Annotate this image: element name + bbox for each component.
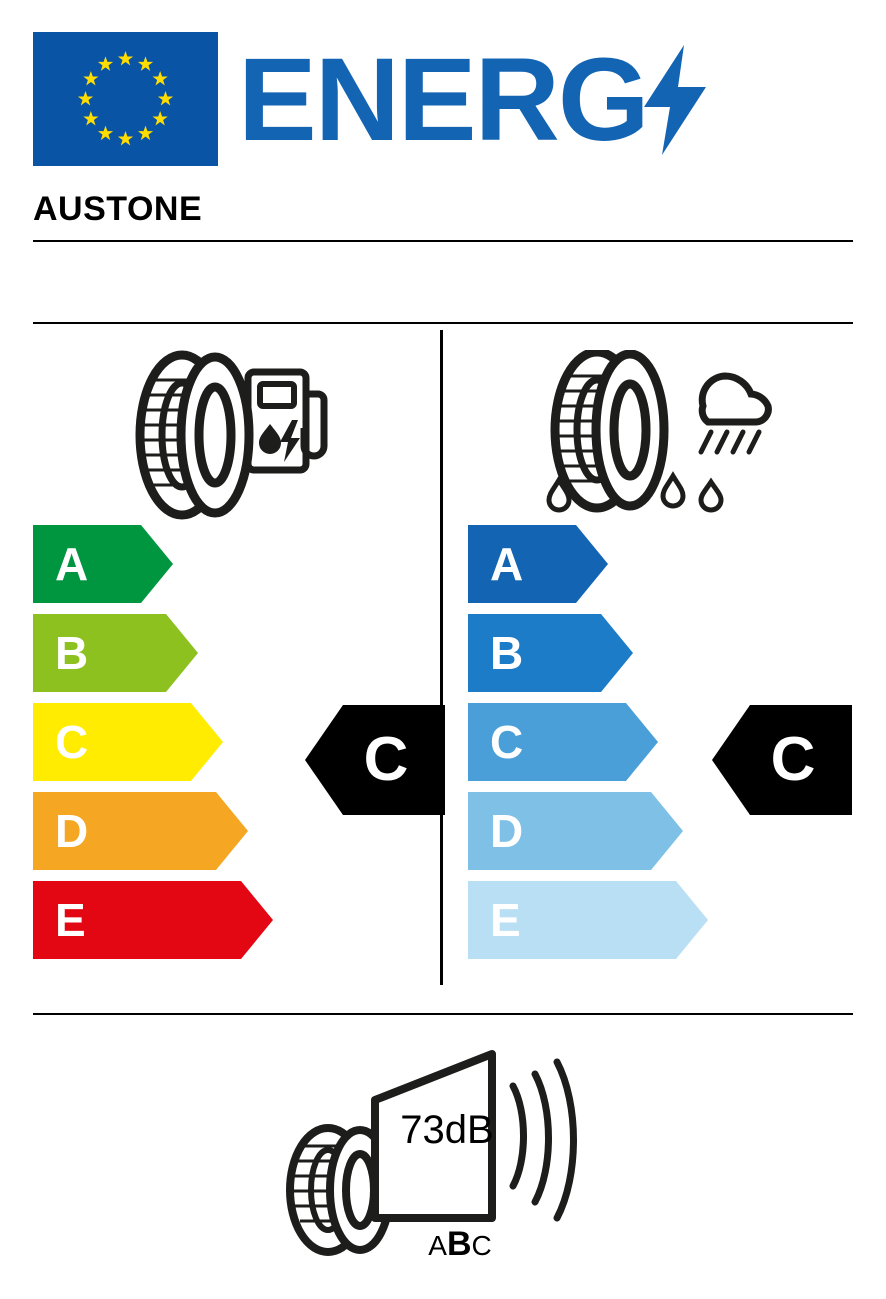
noise-value: 73dB: [400, 1108, 494, 1152]
fuel-grade-a-letter: A: [55, 538, 89, 590]
eu-flag-icon: [33, 32, 218, 166]
page-title: [238, 34, 648, 166]
wet-grade-c-letter: C: [490, 716, 524, 768]
noise-section: [270, 1040, 610, 1270]
divider-above-noise: [33, 1013, 853, 1015]
wet-grade-d-letter: D: [490, 805, 524, 857]
wet-grip-result-badge: [712, 705, 852, 815]
brand-name: AUSTONE: [33, 190, 203, 228]
noise-class-a: A: [428, 1230, 447, 1261]
fuel-efficiency-result-letter: C: [363, 725, 409, 794]
divider-top-grid: [33, 322, 853, 324]
divider-vertical-center: [440, 330, 443, 985]
energy-title-text: ENERG: [238, 34, 648, 166]
wet-grade-a-letter: A: [490, 538, 524, 590]
noise-class-b-selected: B: [446, 1225, 472, 1263]
wet-grade-e-letter: E: [490, 894, 521, 946]
wet-grade-b-letter: B: [490, 627, 524, 679]
noise-class-c: C: [471, 1230, 492, 1261]
fuel-grade-e-letter: E: [55, 894, 86, 946]
fuel-grade-c-letter: C: [55, 716, 89, 768]
tyre-rain-cloud-icon: [525, 350, 790, 520]
tyre-fuel-pump-icon: [120, 350, 330, 520]
fuel-efficiency-result-badge: [305, 705, 445, 815]
divider-under-brand: [33, 240, 853, 242]
lightning-bolt-icon: [640, 45, 710, 155]
noise-class-scale: [400, 1225, 520, 1264]
fuel-grade-d-letter: D: [55, 805, 89, 857]
wet-grip-result-letter: C: [770, 725, 816, 794]
fuel-grade-b-letter: B: [55, 627, 89, 679]
